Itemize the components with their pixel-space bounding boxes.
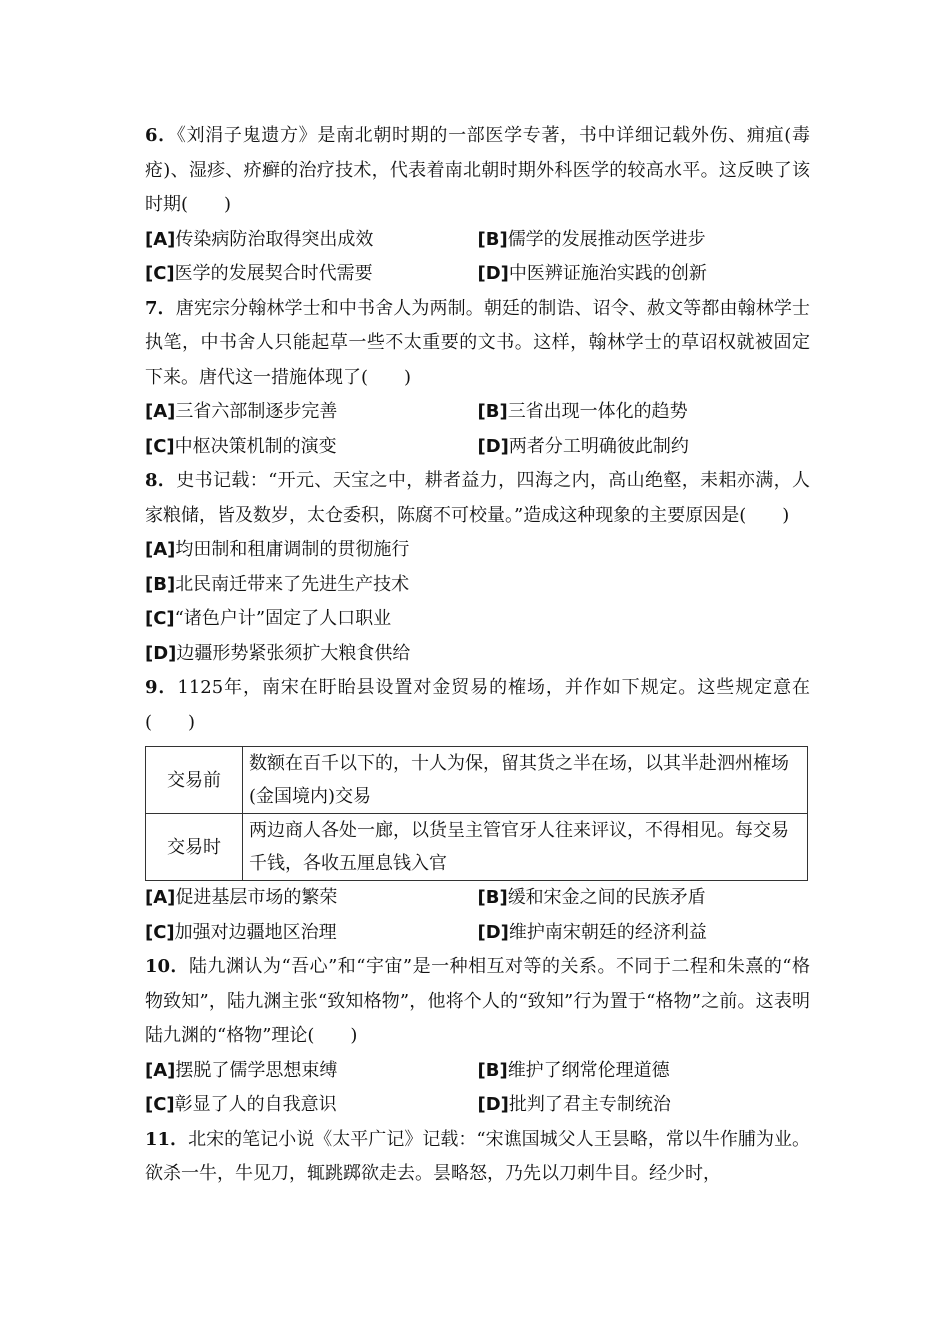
question-number: 9． — [145, 677, 178, 698]
question-stem: 《刘涓子鬼遗方》是南北朝时期的一部医学专著，书中详细记载外伤、痈疽(毒疮)、湿疹、疥癣的治疗技术，代表着南北朝时期外科医学的较高水平。这反映了该时期( ) — [145, 125, 810, 215]
table-cell: 数额在百千以下的，十人为保，留其货之半在场，以其半赴泗州榷场(金国境内)交易 — [243, 747, 808, 814]
table-cell: 两边商人各处一廊，以货呈主管官牙人往来评议，不得相见。每交易千钱，各收五厘息钱入官 — [243, 814, 808, 881]
question-number: 11． — [145, 1128, 189, 1150]
option-d[interactable]: [D]批判了君主专制统治 — [477, 1094, 671, 1115]
option-c[interactable]: [C]中枢决策机制的演变 — [145, 435, 337, 457]
option-b[interactable]: [B]儒学的发展推动医学进步 — [477, 228, 706, 250]
question-stem: 陆九渊认为“吾心”和“宇宙”是一种相互对等的关系。不同于二程和朱熹的“格物致知”，陆九渊主张“致知格物”，他将个人的“致知”行为置于“格物”之前。这表明陆九渊的“格物”理论( ) — [145, 956, 810, 1046]
option-d[interactable]: [D]边疆形势紧张须扩大粮食供给 — [145, 642, 411, 664]
question-stem: 北宋的笔记小说《太平广记》记载：“宋谯国城父人王昙略，常以牛作脯为业。欲杀一牛，牛见刀，辄跳踯欲走去。昙略怒，乃先以刀刺牛目。经少时， — [145, 1128, 810, 1184]
option-d[interactable]: [D]维护南宋朝廷的经济利益 — [477, 921, 707, 943]
exam-page — [145, 119, 810, 1192]
option-d[interactable]: [D]中医辨证施治实践的创新 — [477, 263, 707, 284]
option-b[interactable]: [B]三省出现一体化的趋势 — [477, 401, 688, 422]
option-a[interactable]: [A]传染病防治取得突出成效 — [145, 228, 374, 250]
question-stem: 史书记载：“开元、天宝之中，耕者益力，四海之内，高山绝壑，耒耜亦满，人家粮储，皆及数岁，太仓委积，陈腐不可校量。”造成这种现象的主要原因是( ) — [145, 470, 810, 526]
option-a[interactable]: [A]促进基层市场的繁荣 — [145, 887, 338, 908]
table-row-header: 交易前 — [146, 747, 243, 814]
question-stem: 1125年，南宋在盱眙县设置对金贸易的榷场，并作如下规定。这些规定意在( ) — [145, 677, 810, 733]
question-10 — [145, 950, 810, 1123]
option-a[interactable]: [A]均田制和租庸调制的贯彻施行 — [145, 539, 410, 560]
option-d[interactable]: [D]两者分工明确彼此制约 — [477, 435, 689, 457]
question-number: 6． — [145, 125, 177, 146]
question-11 — [145, 1123, 810, 1192]
table-row — [146, 747, 808, 814]
question-6 — [145, 119, 810, 292]
question-number: 7． — [145, 297, 176, 319]
question-stem: 唐宪宗分翰林学士和中书舍人为两制。朝廷的制诰、诏令、赦文等都由翰林学士执笔，中书舍人只能起草一些不太重要的文书。这样，翰林学士的草诏权就被固定下来。唐代这一措施体现了( ) — [145, 297, 810, 388]
question-8 — [145, 464, 810, 671]
question-number: 10． — [145, 956, 190, 977]
option-c[interactable]: [C]彰显了人的自我意识 — [145, 1094, 337, 1115]
question-7 — [145, 292, 810, 465]
option-a[interactable]: [A]摆脱了儒学思想束缚 — [145, 1059, 338, 1081]
option-b[interactable]: [B]维护了纲常伦理道德 — [477, 1059, 670, 1081]
table-row — [146, 814, 808, 881]
trade-rules-table — [145, 746, 808, 881]
option-b[interactable]: [B]缓和宋金之间的民族矛盾 — [477, 887, 706, 908]
question-9 — [145, 671, 810, 950]
table-row-header: 交易时 — [146, 814, 243, 881]
option-a[interactable]: [A]三省六部制逐步完善 — [145, 401, 338, 422]
option-c[interactable]: [C]“诸色户计”固定了人口职业 — [145, 608, 392, 629]
question-number: 8． — [145, 470, 177, 491]
option-c[interactable]: [C]加强对边疆地区治理 — [145, 921, 337, 943]
option-c[interactable]: [C]医学的发展契合时代需要 — [145, 263, 373, 284]
option-b[interactable]: [B]北民南迁带来了先进生产技术 — [145, 573, 410, 595]
